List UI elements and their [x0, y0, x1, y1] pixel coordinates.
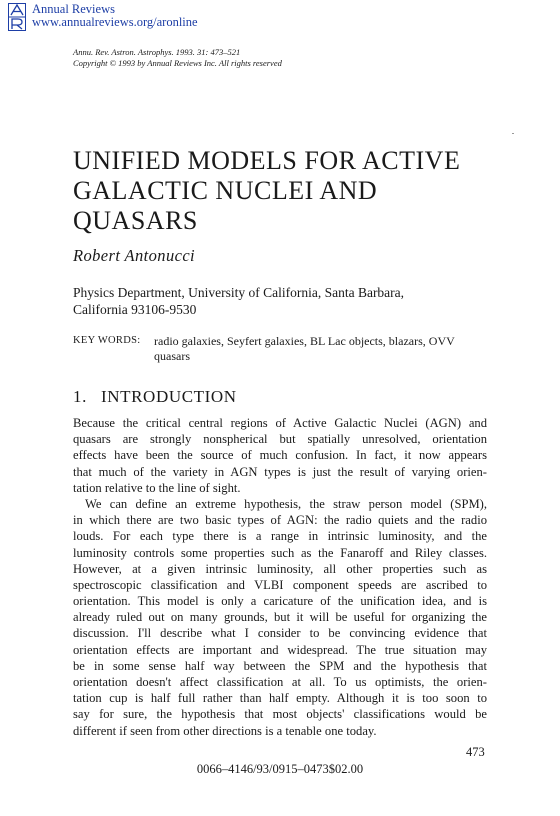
body-line: spectroscopic classification and VLBI component speeds are ascribed to [73, 577, 487, 592]
body-line: in which there are two basic types of AGN: the radio quiets and the radio [73, 513, 487, 528]
annual-reviews-logo-icon [8, 3, 26, 31]
body-line: tation cup is half full rather than half empty. Although it is too soon to [73, 691, 487, 706]
body-line: luminosity controls some properties such as the Fanaroff and Riley classes. [73, 545, 487, 560]
body-line: already ruled out on many grounds, but it will be useful for organizing the [73, 610, 487, 625]
publisher-url-link[interactable]: www.annualreviews.org/aronline [32, 15, 198, 29]
body-line: quasars are strongly nonspherical but spatially unresolved, orientation [73, 432, 487, 447]
publisher-link[interactable]: Annual Reviews [32, 2, 115, 16]
affiliation-line: California 93106-9530 [73, 302, 197, 317]
body-line: say for sure, the hypothesis that most objects' classifications would be [73, 707, 487, 722]
affiliation-line: Physics Department, University of California, Santa Barbara, [73, 285, 405, 300]
body-line: that much of the variety in AGN types is just the result of varying orien- [73, 464, 487, 479]
section-title: INTRODUCTION [101, 387, 237, 406]
body-line: be in some sense half way between the SPM and the hypothesis that [73, 658, 487, 673]
body-line: However, at a given intrinsic luminosity, all other properties such as [73, 561, 487, 576]
body-line: We can define an extreme hypothesis, the straw person model (SPM), [85, 496, 487, 511]
body-line: louds. For each type there is a range in intrinsic luminosity, and the [73, 529, 487, 544]
body-text [73, 415, 487, 739]
body-line: orientation doesn't affect classification at all. To us optimists, the orien- [73, 675, 487, 689]
scan-speck [512, 133, 514, 134]
body-line: effects have been the source of much confusion. In fact, it now appears [73, 448, 487, 463]
keywords-label: KEY WORDS: [73, 335, 141, 346]
body-line: orientation. This model is only a caricature of the unification idea, and is [73, 594, 487, 609]
body-line: orientation effects are important and widespread. The true situation may [73, 642, 487, 657]
journal-citation: Annu. Rev. Astron. Astrophys. 1993. 31: 473–521 [73, 47, 241, 57]
copyright-notice: Copyright © 1993 by Annual Reviews Inc. All rights reserved [73, 58, 282, 68]
body-line: different if seen from other directions is a tenable one today. [73, 723, 377, 738]
title-line: GALACTIC NUCLEI AND [73, 176, 378, 205]
page-number: 473 [466, 745, 485, 759]
author-affiliation [73, 284, 473, 318]
section-heading [73, 387, 237, 407]
keywords-list [154, 334, 484, 364]
keywords-line: quasars [154, 349, 190, 363]
keywords-line: radio galaxies, Seyfert galaxies, BL Lac objects, blazars, OVV [154, 334, 455, 348]
author-name: Robert Antonucci [73, 246, 196, 265]
body-line: Because the critical central regions of Active Galactic Nuclei (AGN) and [73, 416, 487, 430]
price-code: 0066–4146/93/0915–0473$02.00 [196, 762, 364, 776]
body-line: discussion. I'll describe what I consider to be convincing evidence that [73, 626, 487, 641]
title-line: QUASARS [73, 206, 198, 235]
article-title [73, 146, 503, 236]
title-line: UNIFIED MODELS FOR ACTIVE [73, 146, 461, 175]
section-number: 1. [73, 387, 87, 406]
body-line: tation relative to the line of sight. [73, 480, 241, 495]
